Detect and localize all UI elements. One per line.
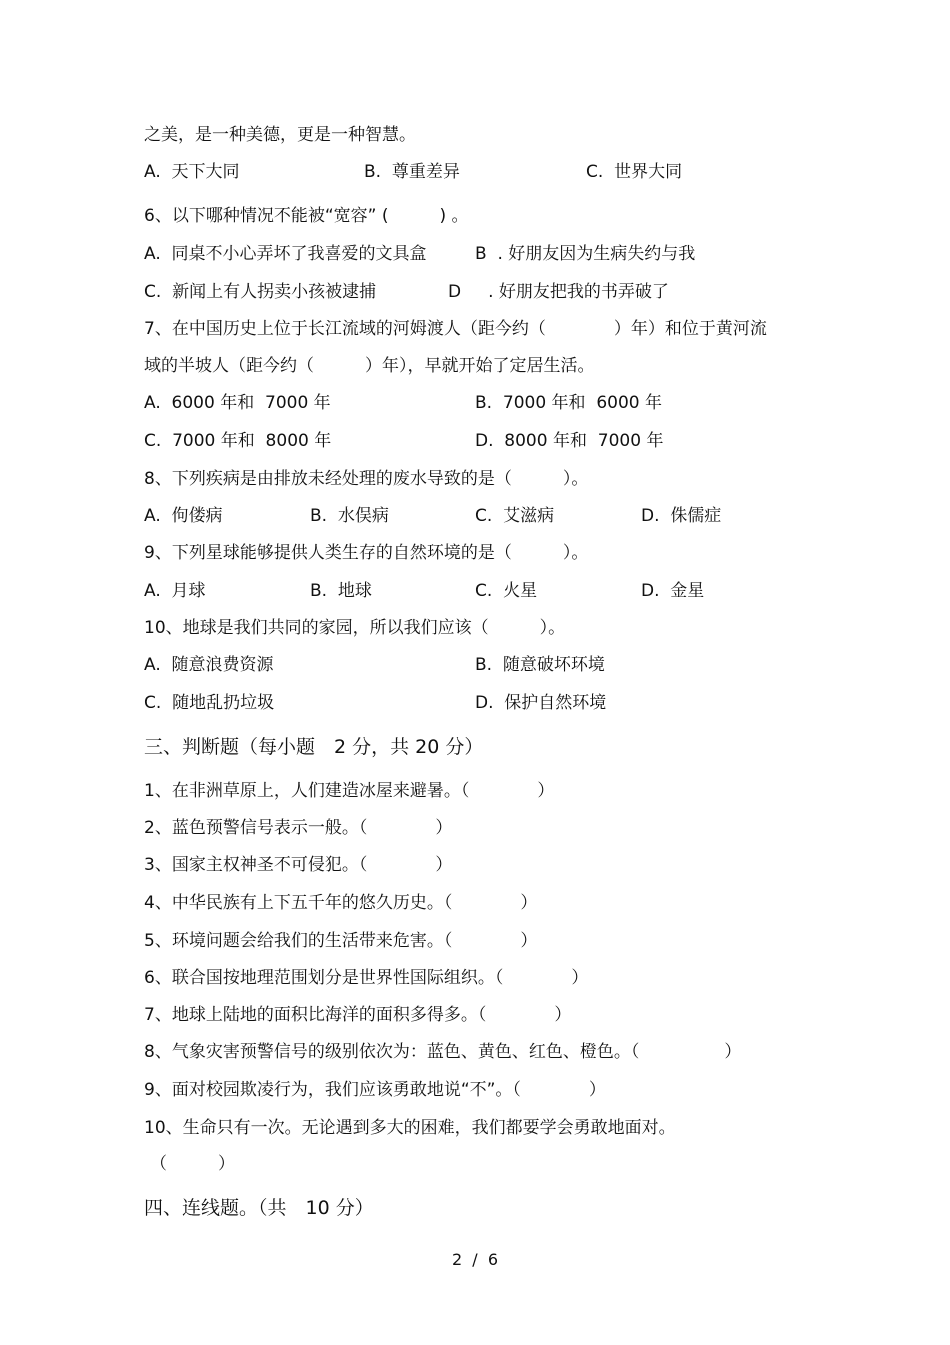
option-q6-d: D . 好朋友把我的书弄破了 [448,282,669,302]
text-line: 之美，是一种美德，更是一种智慧。 [144,125,416,145]
option-q8-b: B. 水俣病 [310,506,389,526]
tf-item-10: 10、生命只有一次。无论遇到多大的困难，我们都要学会勇敢地面对。 [144,1118,676,1138]
option-q10-c: C. 随地乱扔垃圾 [144,693,275,713]
option-q9-a: A. 月球 [144,581,206,601]
tf-item-1: 1、在非洲草原上，人们建造冰屋来避暑。（ ） [144,781,555,801]
option-q7-d: D. 8000 年和 7000 年 [475,431,664,451]
question-7-line2: 域的半坡人（距今约（ ）年），早就开始了定居生活。 [144,356,595,376]
tf-item-5: 5、环境问题会给我们的生活带来危害。（ ） [144,931,538,951]
tf-item-7: 7、地球上陆地的面积比海洋的面积多得多。（ ） [144,1005,572,1025]
option-q8-d: D. 侏儒症 [641,506,722,526]
option-q9-c: C. 火星 [475,581,538,601]
tf-item-4: 4、中华民族有上下五千年的悠久历史。（ ） [144,893,538,913]
option-q7-c: C. 7000 年和 8000 年 [144,431,332,451]
tf-item-8: 8、气象灾害预警信号的级别依次为：蓝色、黄色、红色、橙色。（ ） [144,1042,742,1062]
option-q6-b: B . 好朋友因为生病失约与我 [475,244,696,264]
option-q10-d: D. 保护自然环境 [475,693,607,713]
option-q7-a: A. 6000 年和 7000 年 [144,393,331,413]
option-q5-c: C. 世界大同 [586,162,683,182]
question-10: 10、地球是我们共同的家园，所以我们应该（ ）。 [144,618,566,638]
question-9: 9、下列星球能够提供人类生存的自然环境的是（ ）。 [144,543,589,563]
tf-item-3: 3、国家主权神圣不可侵犯。（ ） [144,855,453,875]
option-q10-a: A. 随意浪费资源 [144,655,274,675]
option-q9-d: D. 金星 [641,581,705,601]
page-number: 2 / 6 [451,1250,499,1269]
option-q7-b: B. 7000 年和 6000 年 [475,393,663,413]
question-6: 6、以下哪种情况不能被“宽容” ( ) 。 [144,206,469,226]
section-heading-matching: 四、连线题。（共 10 分） [144,1197,374,1219]
option-q8-a: A. 佝偻病 [144,506,223,526]
option-q6-c: C. 新闻上有人拐卖小孩被逮捕 [144,282,377,302]
option-q5-b: B. 尊重差异 [364,162,460,182]
option-q9-b: B. 地球 [310,581,372,601]
option-q6-a: A. 同桌不小心弄坏了我喜爱的文具盒 [144,244,427,264]
section-heading-true-false: 三、判断题（每小题 2 分，共 20 分） [144,736,484,758]
question-7-line1: 7、在中国历史上位于长江流域的河姆渡人（距今约（ ）年）和位于黄河流 [144,319,767,339]
tf-item-2: 2、蓝色预警信号表示一般。（ ） [144,818,453,838]
option-q8-c: C. 艾滋病 [475,506,555,526]
tf-item-10-blank: （ ） [150,1154,235,1174]
option-q10-b: B. 随意破坏环境 [475,655,605,675]
question-8: 8、下列疾病是由排放未经处理的废水导致的是（ ）。 [144,469,589,489]
option-q5-a: A. 天下大同 [144,162,240,182]
tf-item-9: 9、面对校园欺凌行为，我们应该勇敢地说“不”。（ ） [144,1080,606,1100]
tf-item-6: 6、联合国按地理范围划分是世界性国际组织。（ ） [144,968,589,988]
